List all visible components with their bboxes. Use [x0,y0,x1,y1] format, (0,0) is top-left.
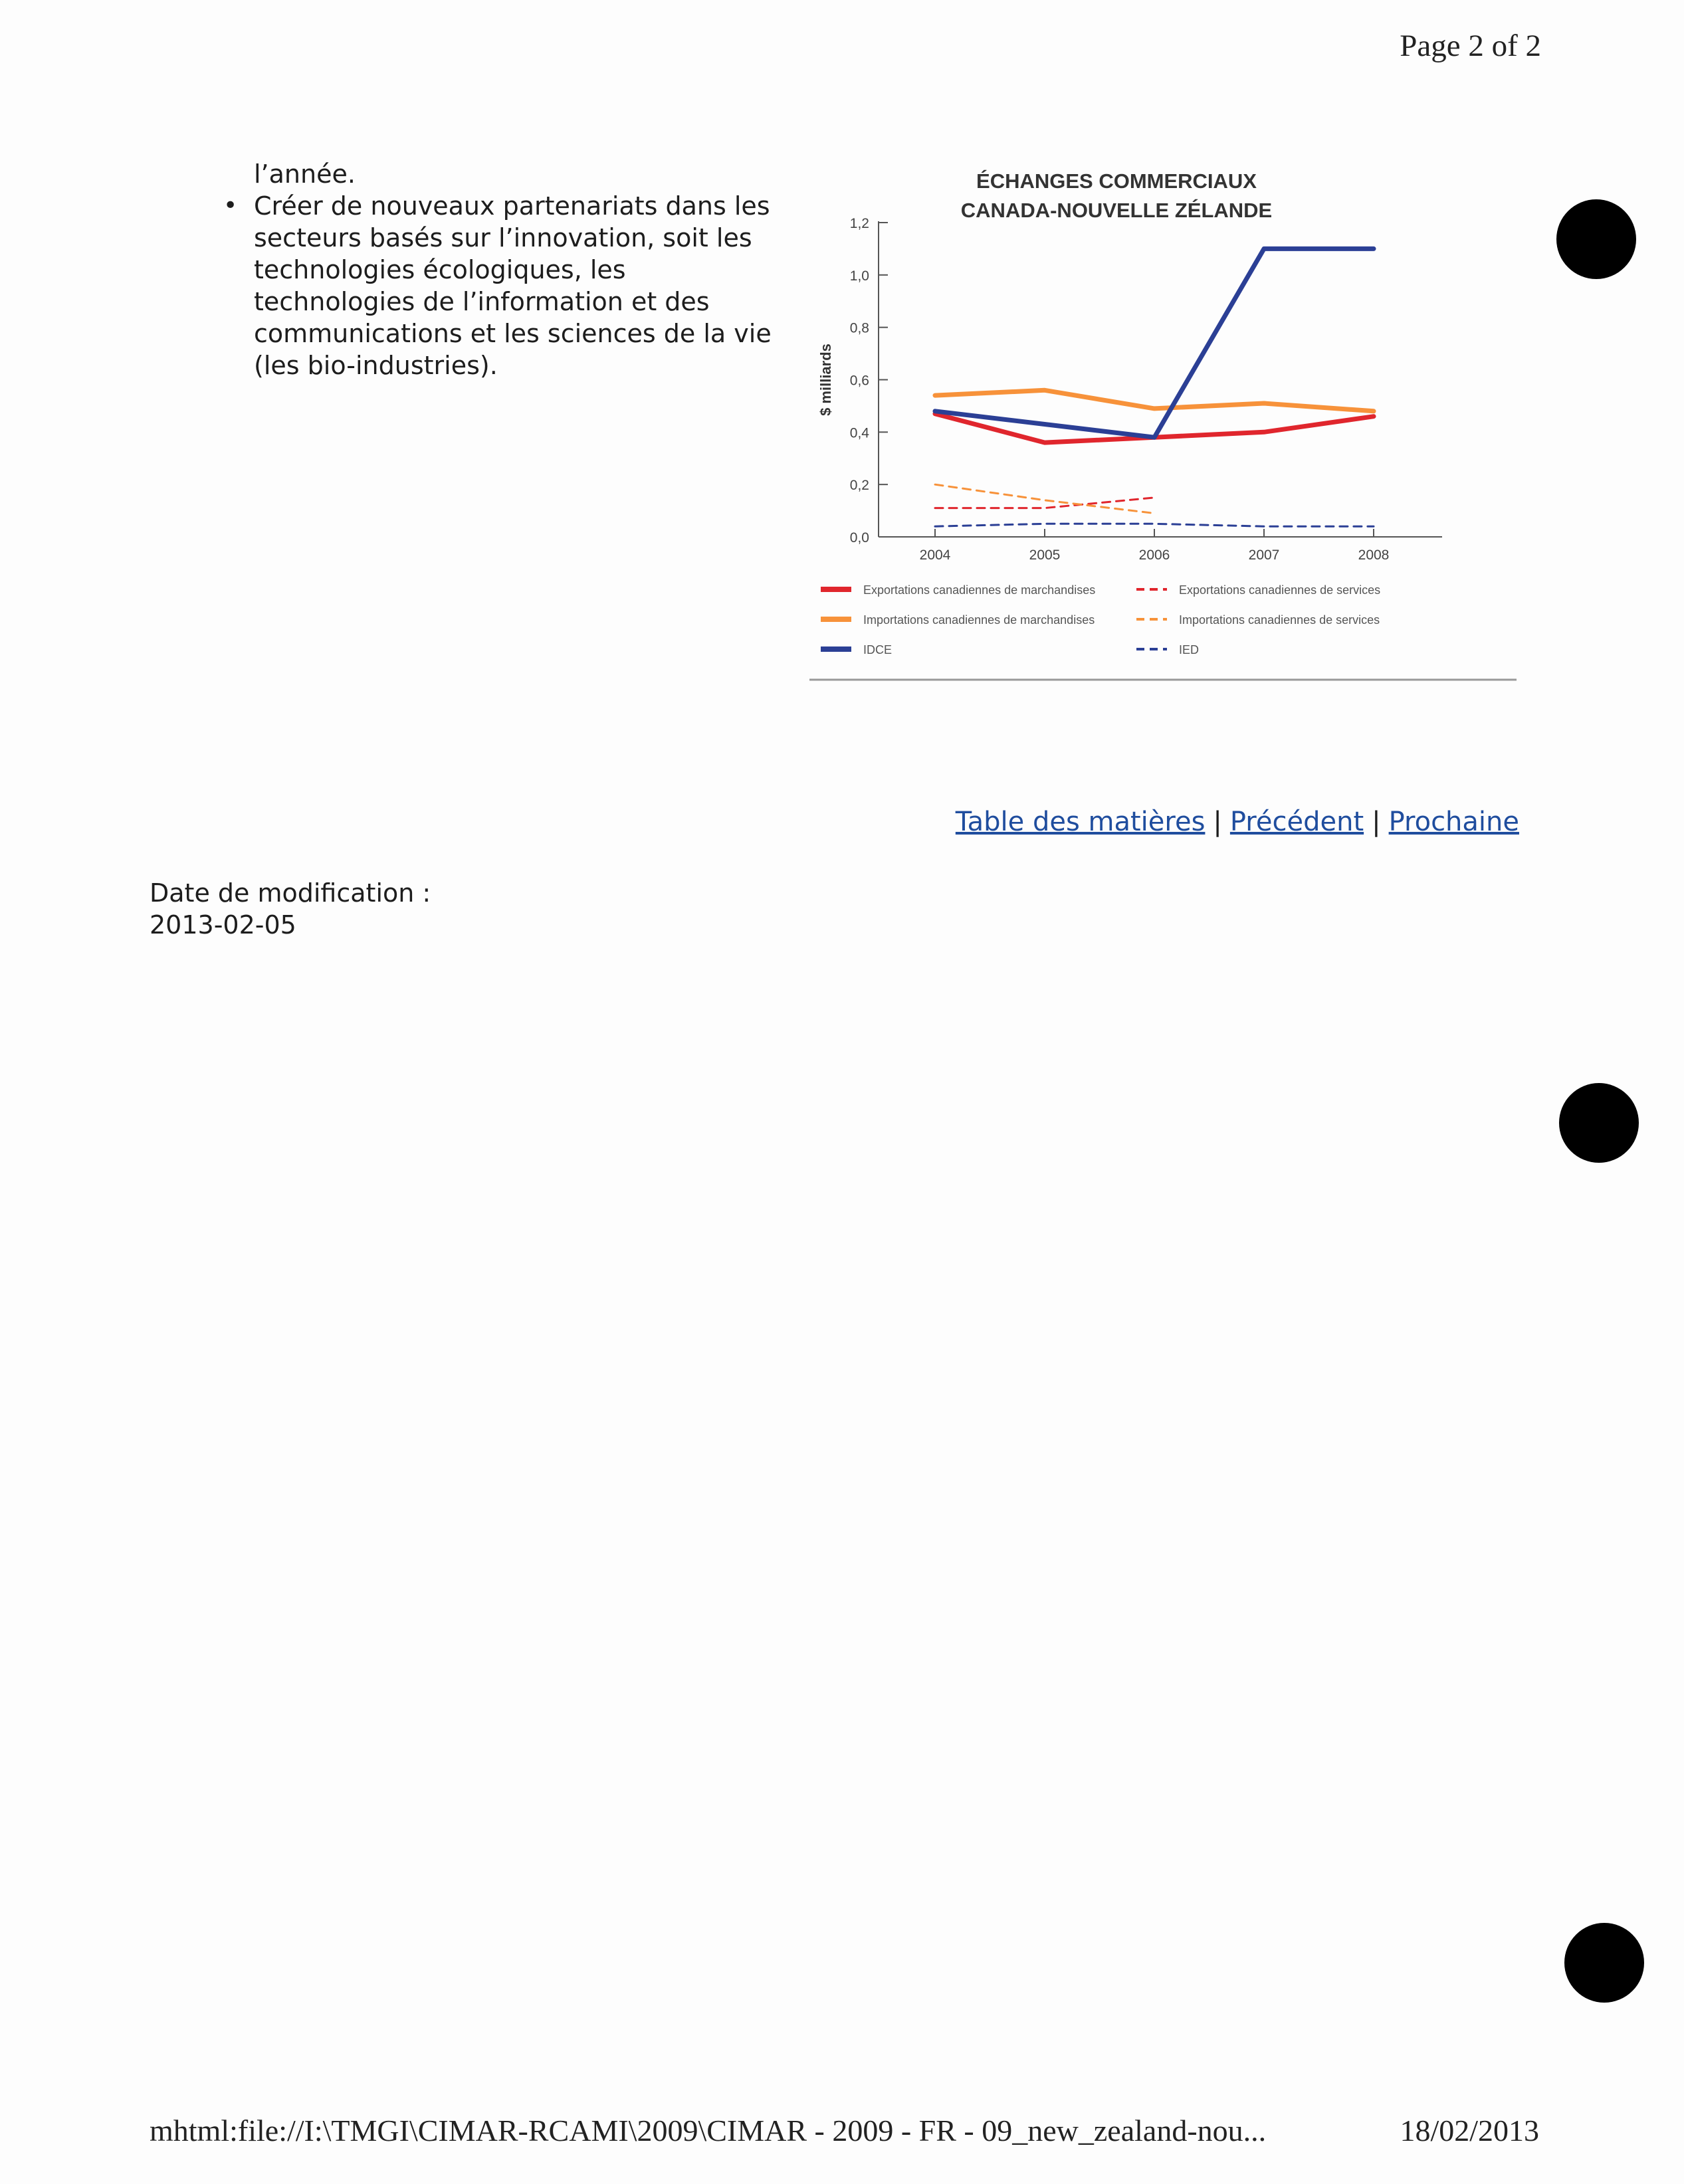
legend-label: IDCE [863,643,893,656]
x-tick-label: 2005 [1029,547,1061,563]
page-number: Page 2 of 2 [1400,29,1541,63]
modification-date: 2013-02-05 [150,910,296,940]
nav-separator: | [1213,807,1222,837]
series-line [935,524,1374,526]
legend-label: Importations canadiennes de marchandises [863,613,1095,627]
list-item [223,190,791,381]
body-text [206,158,791,381]
x-tick-label: 2004 [919,547,951,563]
y-tick-label: 0,0 [849,530,869,546]
series-line [935,498,1154,508]
punch-hole [1556,199,1636,279]
legend-label: Exportations canadiennes de services [1179,583,1381,597]
previous-link[interactable]: Précédent [1229,807,1364,837]
x-tick-label: 2008 [1358,547,1390,563]
trade-chart-svg [804,159,1522,684]
x-tick-label: 2006 [1138,547,1170,563]
footer-date: 18/02/2013 [1400,2114,1539,2147]
y-tick-label: 0,4 [849,425,869,441]
chart-title: CANADA-NOUVELLE ZÉLANDE [960,199,1273,222]
print-footer [150,2113,1539,2148]
bullet-glyph: • [223,192,238,219]
legend-label: Exportations canadiennes de marchandises [863,583,1096,597]
continuation-text: l’année. [254,159,356,189]
modification-label: Date de modification : [150,878,431,908]
y-tick-label: 0,2 [849,478,869,494]
y-tick-label: 0,8 [849,320,869,336]
modification-date-block [150,877,431,941]
footer-path: mhtml:file://I:\TMGI\CIMAR-RCAMI\2009\CIMAR - 2009 - FR - 09_new_zealand-nou... [150,2114,1267,2147]
trade-chart [804,159,1522,684]
bullet-list [206,190,791,381]
toc-link[interactable]: Table des matières [955,807,1206,837]
page-navigation [956,807,1519,837]
next-link[interactable]: Prochaine [1388,807,1519,837]
punch-hole [1559,1083,1639,1163]
chart-title: ÉCHANGES COMMERCIAUX [976,169,1257,193]
y-axis-label: $ milliards [817,344,834,416]
x-tick-label: 2007 [1248,547,1280,563]
nav-separator: | [1372,807,1381,837]
list-item-text: Créer de nouveaux partenariats dans les secteurs basés sur l’innovation, soit les technologies écologiques, les technologies de l’information et des communications et les sciences de la vie (les bio-industries). [254,191,772,380]
legend-label: Importations canadiennes de services [1179,613,1380,627]
y-tick-label: 1,2 [849,216,869,231]
y-tick-label: 0,6 [849,373,869,389]
series-line [935,390,1374,411]
punch-hole [1564,1923,1644,2003]
y-tick-label: 1,0 [849,268,869,284]
legend-label: IED [1179,643,1200,656]
